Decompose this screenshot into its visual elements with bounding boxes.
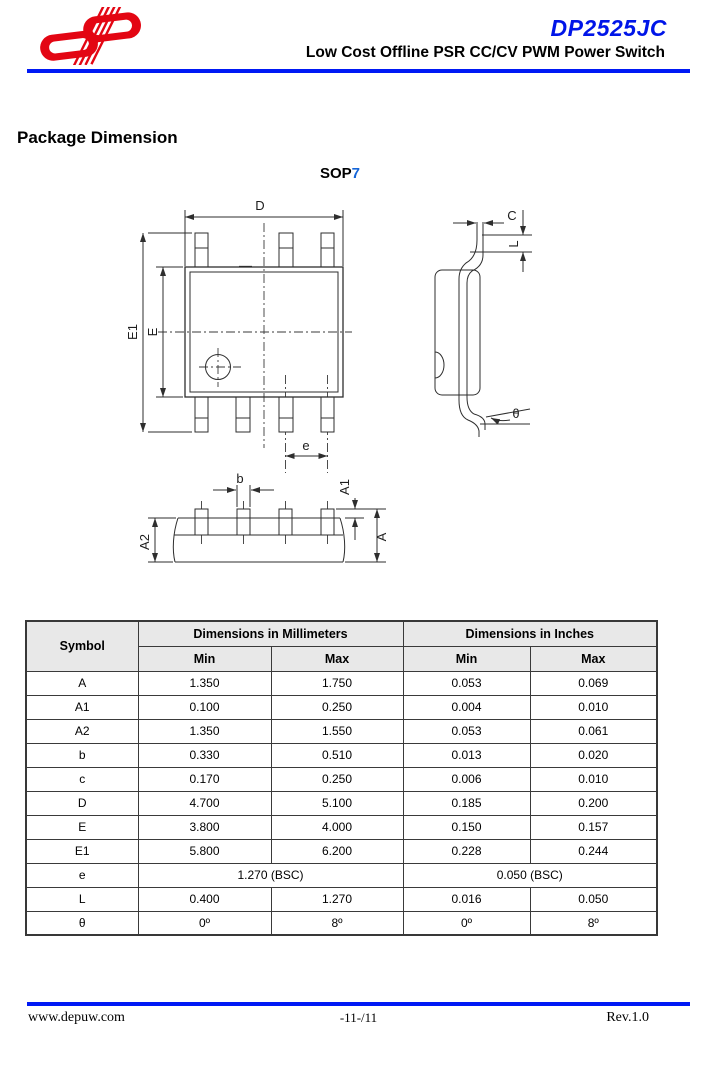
col-header-symbol: Symbol (26, 621, 138, 671)
dim-label-theta: θ (512, 406, 520, 421)
col-group-mm: Dimensions in Millimeters (138, 621, 403, 646)
value-cell: 0.016 (403, 887, 530, 911)
company-logo (34, 7, 148, 65)
dim-label-e-pitch: e (302, 438, 310, 453)
package-front-view (137, 471, 389, 562)
side-notch (435, 352, 444, 378)
value-cell: 5.800 (138, 839, 271, 863)
value-cell: 8º (271, 911, 403, 935)
value-cell: 1.270 (271, 887, 403, 911)
footer-revision: Rev.1.0 (606, 1010, 649, 1025)
symbol-cell: c (26, 767, 138, 791)
table-row (26, 911, 657, 935)
dim-label-d: D (255, 198, 265, 213)
dim-label-b: b (236, 471, 244, 486)
dimension-L (470, 215, 532, 272)
col-group-inch: Dimensions in Inches (403, 621, 657, 646)
col-header-mm-max: Max (271, 646, 403, 671)
dim-label-a: A (374, 532, 389, 542)
package-drawing (100, 160, 560, 600)
side-lead (459, 222, 485, 437)
value-cell: 0.250 (271, 767, 403, 791)
front-leads (195, 501, 334, 544)
table-row (26, 863, 657, 887)
value-cell: 0.150 (403, 815, 530, 839)
footer-rule (27, 1002, 690, 1006)
symbol-cell: E1 (26, 839, 138, 863)
table-row (26, 791, 657, 815)
table-row (26, 815, 657, 839)
table-row (26, 671, 657, 695)
value-cell: 0.004 (403, 695, 530, 719)
value-cell: 0.010 (530, 695, 657, 719)
pin-1-indicator (199, 348, 241, 387)
package-name-prefix: SOP (319, 165, 352, 182)
col-header-in-min: Min (403, 646, 530, 671)
value-cell: 0.053 (403, 719, 530, 743)
footer-website: www.depuw.com (28, 1010, 125, 1025)
table-row (26, 767, 657, 791)
value-cell: 0.050 (530, 887, 657, 911)
dim-label-e1: E1 (125, 324, 140, 340)
value-cell: 0.100 (138, 695, 271, 719)
value-cell: 0.013 (403, 743, 530, 767)
value-cell: 1.750 (271, 671, 403, 695)
value-cell: 1.350 (138, 719, 271, 743)
value-cell: 0.170 (138, 767, 271, 791)
package-side-view (435, 208, 532, 437)
symbol-cell: A2 (26, 719, 138, 743)
value-cell: 0.157 (530, 815, 657, 839)
value-cell: 0º (403, 911, 530, 935)
symbol-cell: e (26, 863, 138, 887)
value-cell: 5.100 (271, 791, 403, 815)
package-top-view (125, 198, 352, 473)
value-cell-span: 1.270 (BSC) (138, 863, 403, 887)
symbol-cell: b (26, 743, 138, 767)
section-title: Package Dimension (17, 128, 178, 147)
logo-icon (36, 7, 145, 65)
value-cell: 0.006 (403, 767, 530, 791)
value-cell: 0.244 (530, 839, 657, 863)
top-pins (195, 233, 334, 267)
value-cell: 0.400 (138, 887, 271, 911)
table-row (26, 695, 657, 719)
dimension-theta (480, 406, 530, 424)
doc-subtitle: Low Cost Offline PSR CC/CV PWM Power Switch (305, 44, 665, 61)
value-cell: 0.061 (530, 719, 657, 743)
dim-label-c: C (507, 208, 517, 223)
value-cell: 0º (138, 911, 271, 935)
package-pin-count: 7 (351, 165, 361, 182)
value-cell: 4.700 (138, 791, 271, 815)
col-header-in-max: Max (530, 646, 657, 671)
part-number: DP2525JC (550, 15, 667, 41)
value-cell: 0.330 (138, 743, 271, 767)
bottom-pins (195, 375, 334, 473)
value-cell: 8º (530, 911, 657, 935)
value-cell: 0.510 (271, 743, 403, 767)
value-cell: 0.185 (403, 791, 530, 815)
col-header-mm-min: Min (138, 646, 271, 671)
dimension-A2 (137, 518, 176, 562)
dimension-e-pitch (286, 438, 328, 456)
table-row (26, 887, 657, 911)
dim-label-a1: A1 (337, 479, 352, 495)
table-header-row (26, 621, 657, 646)
header-rule (27, 69, 690, 73)
dimension-C (453, 208, 523, 235)
footer-page-number: -11-/11 (339, 1010, 378, 1025)
symbol-cell: θ (26, 911, 138, 935)
dimensions-table (25, 620, 658, 936)
value-cell: 1.350 (138, 671, 271, 695)
value-cell: 0.200 (530, 791, 657, 815)
dim-label-e-body: E (145, 327, 160, 337)
dim-label-l: L (506, 240, 521, 248)
value-cell: 0.010 (530, 767, 657, 791)
symbol-cell: A1 (26, 695, 138, 719)
table-row (26, 719, 657, 743)
value-cell-span: 0.050 (BSC) (403, 863, 657, 887)
value-cell: 0.228 (403, 839, 530, 863)
value-cell: 0.069 (530, 671, 657, 695)
symbol-cell: D (26, 791, 138, 815)
value-cell: 0.020 (530, 743, 657, 767)
symbol-cell: E (26, 815, 138, 839)
symbol-cell: L (26, 887, 138, 911)
table-row (26, 839, 657, 863)
value-cell: 6.200 (271, 839, 403, 863)
value-cell: 0.250 (271, 695, 403, 719)
value-cell: 0.053 (403, 671, 530, 695)
value-cell: 3.800 (138, 815, 271, 839)
dim-label-a2: A2 (137, 534, 152, 550)
symbol-cell: A (26, 671, 138, 695)
dimension-A1 (336, 479, 364, 540)
value-cell: 1.550 (271, 719, 403, 743)
table-row (26, 743, 657, 767)
value-cell: 4.000 (271, 815, 403, 839)
